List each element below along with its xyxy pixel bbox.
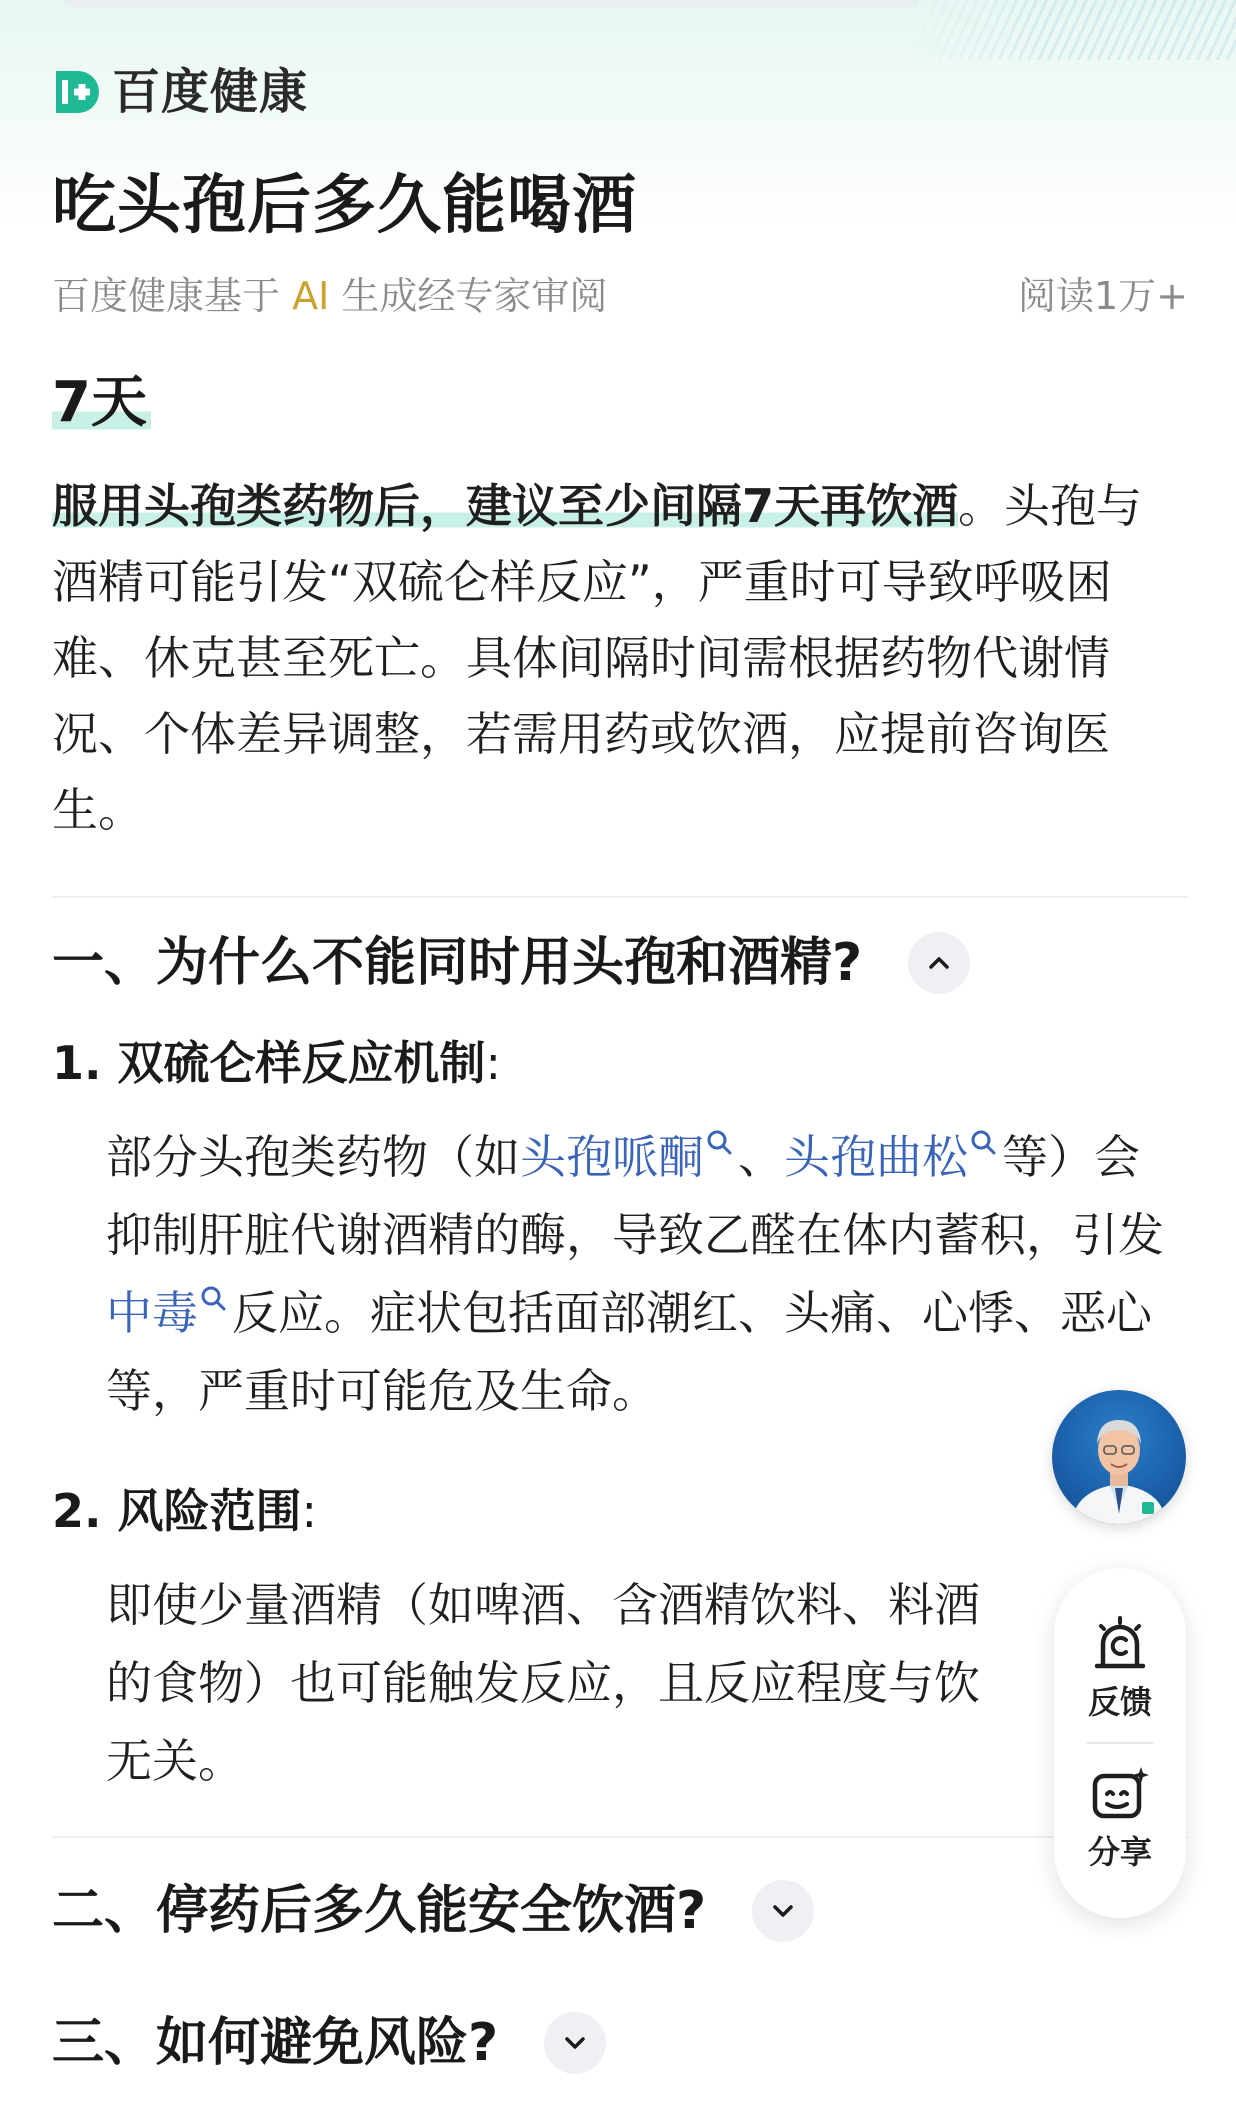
- divider: [52, 1836, 1188, 1838]
- brand-logo[interactable]: [52, 66, 308, 118]
- brand-name: 百度健康: [112, 64, 309, 120]
- point-2-title: 2. 风险范围:: [52, 1484, 317, 1538]
- answer-summary: [52, 468, 1182, 848]
- feedback-label: 反馈: [1087, 1683, 1152, 1721]
- section-2-header[interactable]: [52, 1876, 814, 1946]
- collapse-button[interactable]: [908, 932, 970, 994]
- ai-tag: AI: [292, 274, 330, 318]
- article-meta: [52, 270, 1188, 322]
- chevron-up-icon: [926, 950, 952, 976]
- divider: [1087, 1742, 1153, 1744]
- divider: [52, 896, 1188, 898]
- search-icon[interactable]: [706, 1129, 734, 1157]
- summary-detail: 。头孢与酒精可能引发“双硫仑样反应”，严重时可导致呼吸困难、休克甚至死亡。具体间隔时间需根据药物代谢情况、个体差异调整，若需用药或饮酒，应提前咨询医生。: [52, 479, 1143, 837]
- page-title: 吃头孢后多久能喝酒: [52, 169, 637, 243]
- feedback-icon: [1089, 1614, 1151, 1676]
- doctor-avatar[interactable]: [1052, 1390, 1186, 1524]
- drug-link-cefoperazone[interactable]: 头孢哌酮: [520, 1130, 704, 1184]
- drug-link-ceftriaxone[interactable]: 头孢曲松: [784, 1130, 968, 1184]
- section-2-title: 二、停药后多久能安全饮酒?: [52, 1881, 707, 1941]
- point-1-body: 部分头孢类药物（如头孢哌酮 、头孢曲松 等）会抑制肝脏代谢酒精的酶，导致乙醛在体内蓄积，引发中毒 反应。症状包括面部潮红、头痛、心悸、恶心等，严重时可能危及生命。: [106, 1130, 1164, 1418]
- expand-button[interactable]: [544, 2012, 606, 2074]
- point-1-title: 1. 双硫仑样反应机制:: [52, 1036, 501, 1090]
- chevron-down-icon: [562, 2030, 588, 2056]
- source-note: 百度健康基于 AI 生成经专家审阅: [52, 274, 608, 318]
- baidu-health-logo-icon: [52, 67, 102, 117]
- search-icon[interactable]: [970, 1129, 998, 1157]
- point-2-body: 即使少量酒精（如啤酒、含酒精饮料、料酒 的食物）也可能触发反应，且反应程度与饮 无关。: [106, 1578, 980, 1788]
- section-3-title: 三、如何避免风险?: [52, 2013, 499, 2073]
- share-button[interactable]: [1054, 1764, 1186, 1872]
- section-3-header[interactable]: [52, 2008, 606, 2078]
- read-count: 阅读1万+: [1017, 274, 1188, 318]
- doctor-illustration: [1052, 1390, 1186, 1524]
- search-icon[interactable]: [200, 1285, 228, 1313]
- expand-button[interactable]: [752, 1880, 814, 1942]
- section-1-title: 一、为什么不能同时用头孢和酒精?: [52, 933, 863, 993]
- search-bar-edge[interactable]: [60, 0, 920, 8]
- floating-action-panel: [1054, 1568, 1186, 1918]
- share-icon: [1089, 1764, 1151, 1826]
- share-label: 分享: [1087, 1833, 1152, 1871]
- section-1-header[interactable]: [52, 928, 970, 998]
- term-link-poisoning[interactable]: 中毒: [106, 1286, 198, 1340]
- answer-highlight: 7天: [52, 368, 151, 438]
- feedback-button[interactable]: [1054, 1614, 1186, 1722]
- summary-key-point: 服用头孢类药物后，建议至少间隔7天再饮酒: [52, 479, 959, 533]
- chevron-down-icon: [770, 1898, 796, 1924]
- header-decoration: [906, 0, 1236, 60]
